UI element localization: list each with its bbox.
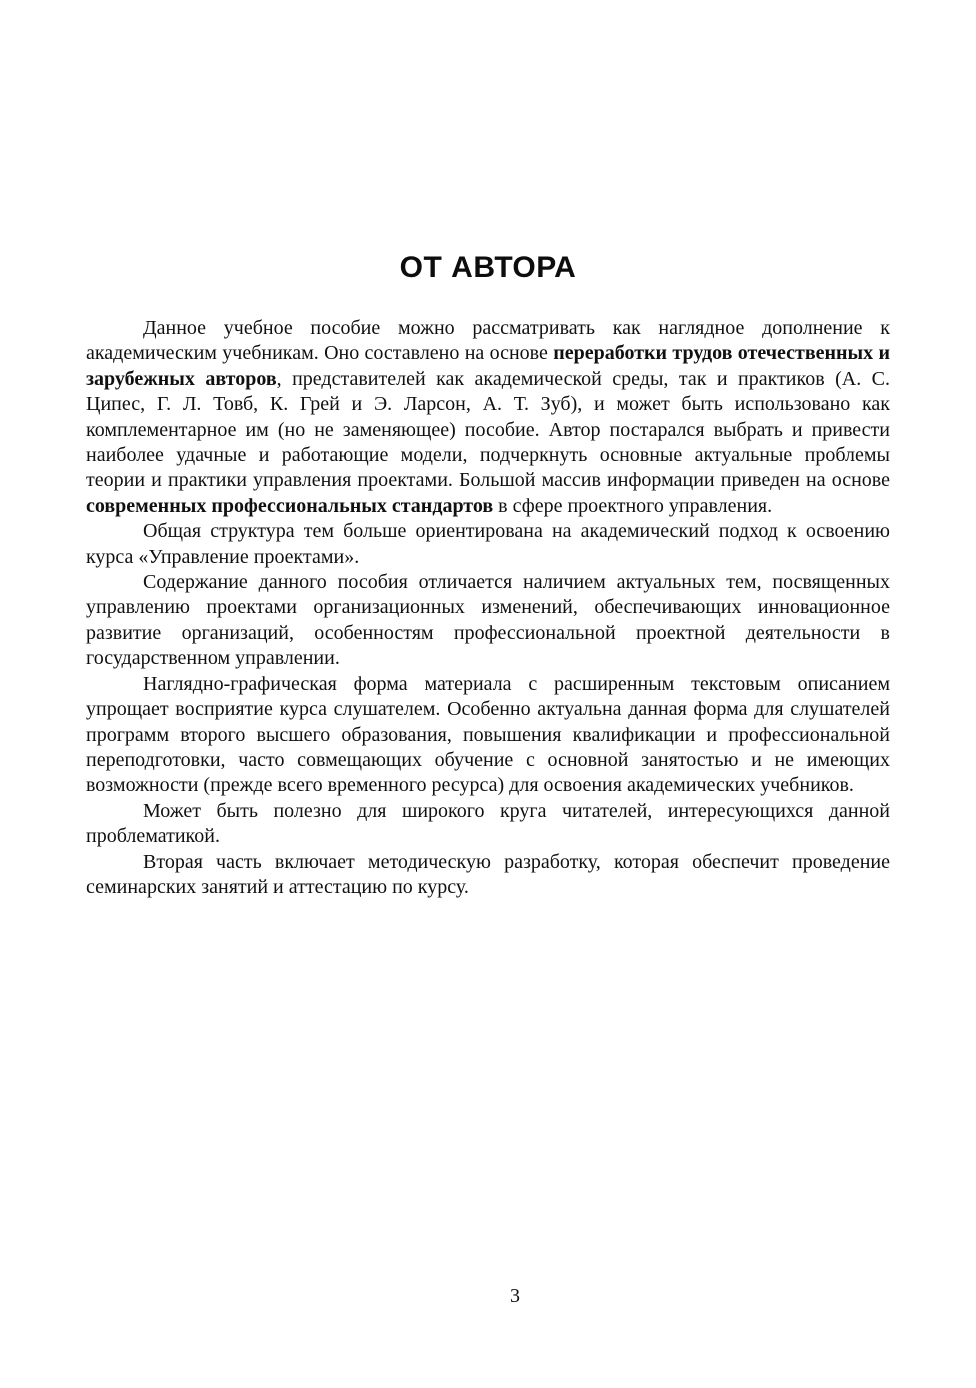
paragraph [86,850,890,901]
text-run: Общая структура тем больше ориентирована на академический подход к освоению курса «Управление проектами». [86,520,890,568]
paragraph [86,672,890,799]
text-run: , представителей как академической среды, так и практиков (А. С. Ципес, Г. Л. Товб, К. Грей и Э. Ларсон, А. Т. Зуб), и может быть использовано как комплементарное им (но не заменяющее) пособие. Автор постарался выбрать и привести наиболее удачные и работающие модели, подчеркнуть основные актуальные проблемы теории и практики управления проектами. Большой массив информации приведен на основе [86,367,890,492]
bold-text-run: современных профессиональных стандартов [86,494,494,517]
page-number: 3 [510,1285,520,1307]
paragraph [86,570,890,672]
text-run: Содержание данного пособия отличается наличием актуальных тем, посвященных управлению проектами организационных изменений, обеспечивающих инновационное развитие организаций, особенностям профессиональной проектной деятельности в государственном управлении. [86,571,890,670]
paragraph [86,799,890,850]
text-run: Данное учебное пособие можно рассматривать как наглядное дополнение к академическим учебникам. Оно составлено на основе [86,317,890,365]
paragraph [86,519,890,570]
text-run: Наглядно-графическая форма материала с расширенным текстовым описанием упрощает восприятие курса слушателем. Особенно актуальна данная форма для слушателей программ второго высшего образования, повышения квалификации и профессиональной переподготовки, часто совмещающих обучение с основной занятостью и не имеющих возможности (прежде всего временного ресурса) для освоения академических учебников. [86,672,890,797]
paragraph [86,316,890,519]
text-run: Может быть полезно для широкого круга читателей, интересующихся данной проблематикой. [86,799,890,848]
body-text [86,316,890,900]
text-run: Вторая часть включает методическую разработку, которая обеспечит проведение семинарских занятий и аттестацию по курсу. [86,850,890,898]
page-title: ОТ АВТОРА [399,251,577,284]
text-run: в сфере проектного управления. [493,494,773,517]
bold-text-run: переработки трудов отечественных и зарубежных авторов [86,342,891,390]
